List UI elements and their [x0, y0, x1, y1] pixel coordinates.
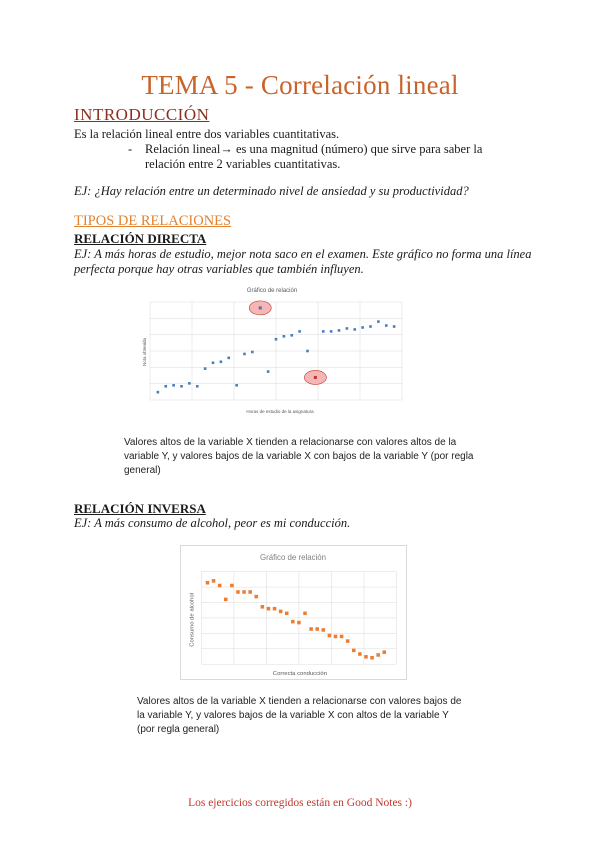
c1-point	[243, 353, 246, 356]
chart2-ylabel: Consumo de alcohol	[189, 592, 196, 647]
bullet-dash: -	[128, 142, 133, 156]
c1-point	[322, 330, 325, 333]
chart2-xlabel: Correcta conducción	[272, 671, 327, 678]
tipos-heading: TIPOS DE RELACIONES	[74, 213, 232, 229]
c1-point	[204, 367, 207, 370]
c1-point	[393, 325, 396, 328]
c2-point	[370, 656, 374, 660]
c2-point	[206, 581, 210, 585]
c1-point	[227, 357, 230, 360]
chart2-title: Gráfico de relación	[259, 552, 327, 562]
c1-point	[188, 382, 191, 385]
c1-point	[283, 335, 286, 338]
c2-point	[358, 652, 362, 656]
c1-point	[338, 329, 341, 332]
c1-point	[298, 330, 301, 333]
c2-point	[285, 612, 289, 616]
c2-point	[309, 627, 313, 631]
c2-point	[322, 628, 326, 632]
chart-relacion-directa	[140, 280, 405, 418]
directa-heading: RELACIÓN DIRECTA	[74, 231, 207, 246]
intro-definition: Es la relación lineal entre dos variables cuantitativas.	[74, 127, 340, 141]
c2-point	[352, 649, 356, 653]
inversa-example: EJ: A más consumo de alcohol, peor es mi conducción.	[74, 516, 351, 530]
inversa-heading: RELACIÓN INVERSA	[74, 501, 206, 516]
c1-point	[172, 384, 175, 387]
chart1-grid	[150, 302, 402, 400]
chart1-title: Gráfico de relación	[246, 288, 298, 294]
c1-point	[267, 370, 270, 373]
c2-point	[364, 655, 368, 659]
c1-point	[385, 324, 388, 327]
c1-point	[361, 326, 364, 329]
c1-point	[353, 328, 356, 331]
chart1-outliers	[249, 301, 326, 385]
bullet-text: Relación lineal→ es una magnitud (número) que sirve para saber la relación entre 2 variables cuantitativas.	[145, 142, 483, 171]
c2-point	[273, 607, 277, 611]
c2-point	[248, 590, 252, 594]
c1-point	[259, 307, 262, 310]
c1-point	[157, 391, 160, 394]
c2-point	[340, 635, 344, 639]
c2-point	[267, 607, 271, 611]
c1-point	[180, 385, 183, 388]
directa-description: Valores altos de la variable X tienden a relacionarse con valores altos de la variable Y, y valores bajos de la variable X con bajos de la variable Y (por regla general)	[124, 437, 474, 476]
c2-point	[328, 634, 332, 638]
chart2-points	[206, 579, 386, 659]
c2-point	[382, 650, 386, 654]
c2-point	[254, 595, 258, 599]
c2-point	[346, 639, 350, 643]
c1-point	[346, 327, 349, 330]
directa-example: EJ: A más horas de estudio, mejor nota saco en el examen. Este gráfico no forma una línea perfecta porque hay otras variables que también influyen.	[74, 247, 532, 276]
footer-note: Los ejercicios corregidos están en Good Notes :)	[188, 797, 412, 809]
intro-example: EJ: ¿Hay relación entre un determinado nivel de ansiedad y su productividad?	[74, 184, 469, 198]
c1-point	[290, 334, 293, 337]
c2-point	[279, 610, 283, 614]
c2-point	[376, 653, 380, 657]
c2-point	[236, 590, 240, 594]
c1-point	[164, 385, 167, 388]
c2-point	[224, 598, 228, 602]
c1-point	[235, 384, 238, 387]
c1-point	[196, 385, 199, 388]
c1-point	[251, 351, 254, 354]
c2-point	[242, 590, 246, 594]
c1-point	[275, 338, 278, 341]
c1-point	[369, 325, 372, 328]
intro-heading: INTRODUCCIÓN	[74, 105, 210, 124]
c2-point	[297, 621, 301, 625]
c1-point	[330, 330, 333, 333]
c2-point	[212, 579, 216, 583]
inversa-description: Valores altos de la variable X tienden a relacionarse con valores bajos de la variable Y, y valores bajos de la variable X con altos de la variable Y (por regla general)	[137, 696, 462, 735]
c2-point	[218, 584, 222, 588]
c2-point	[291, 620, 295, 624]
c1-point	[212, 361, 215, 364]
c1-outlier-point	[314, 376, 317, 379]
c2-point	[230, 584, 234, 588]
c2-point	[334, 635, 338, 639]
chart-relacion-inversa	[180, 545, 407, 680]
c2-point	[315, 627, 319, 631]
c1-point	[377, 320, 380, 323]
chart1-ylabel: Nota obtenida	[142, 337, 147, 367]
page-title: TEMA 5 - Correlación lineal	[141, 70, 459, 100]
c2-point	[261, 605, 265, 609]
c2-point	[303, 612, 307, 616]
c1-point	[220, 360, 223, 363]
chart1-xlabel: Horas de estudio de la asignatura	[246, 409, 314, 414]
c1-point	[306, 350, 309, 353]
